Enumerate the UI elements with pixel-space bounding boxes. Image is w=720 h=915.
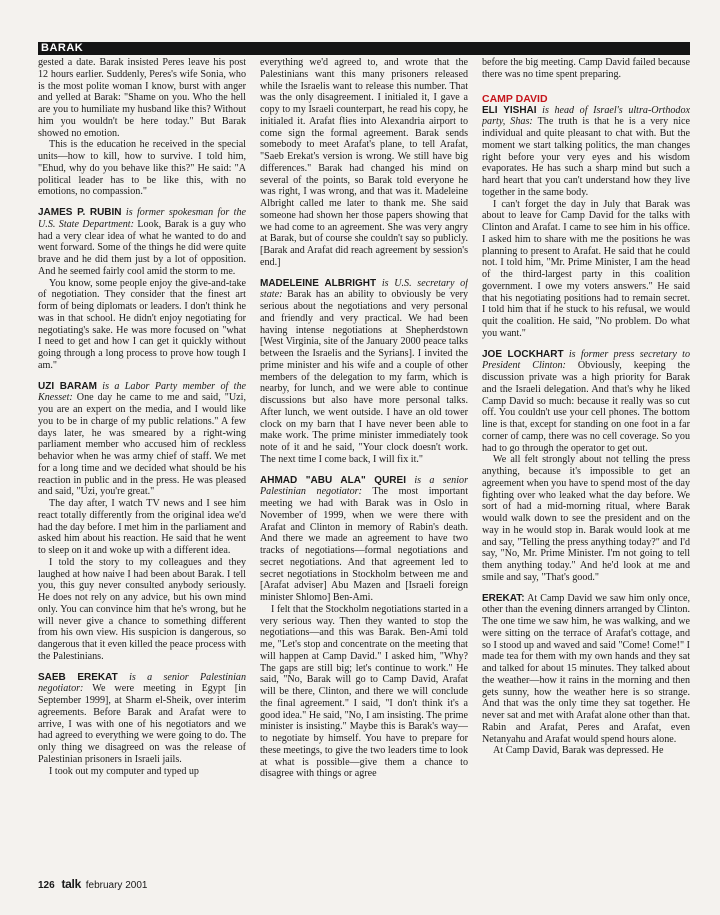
speaker-quote: Obviously, keeping the discussion private was a high priority for Barak and the Israeli delegation. And that's why he liked Camp David so much: because it really was so cut off. You couldn't use your cell phones. The bottom line is that, except for standing on one foot in a far corner of camp, there was no cell coverage. So you had to go through the operator to get out.: [482, 360, 690, 454]
speaker-name: MADELEINE ALBRIGHT: [260, 277, 377, 289]
paragraph: You know, some people enjoy the give-and-take of negotiation. They consider that the finest art form of being diplomats or leaders. I don't think he was in that school. He didn't enjoy negotiating for negotiating's sake. He was more focused on "what I need to get and how I can get it quickly without going through a long process to prove how tough I am.": [38, 277, 246, 371]
speaker-name: JOE LOCKHART: [482, 348, 564, 360]
speaker-bio: is a Labor Party member of the Knesset:: [38, 380, 246, 404]
paragraph: We all felt strongly about not telling the press anything, because it's impossible to get an agreement when you have to spend most of the day fighting over who leaked what the day before. We sort of had a mid-morning ritual, where Barak would walk down to see the president and on the way in he would stop in. Barak would look at me and say, "Telling the press anything today?" and I'd say, "No, Mr. Prime Minister. I'm not going to tell them anything today." And he'd look at me and smile and say, "That's good.": [482, 454, 690, 583]
speaker-quote: Barak has an ability to obviously be very serious about the negotiations and very personal and friendly and very practical. We had been having intense negotiations at Shepherdstown [West Virginia, site of the January 2000 peace talks between the Israelis and the Syrians]. I invited the prime minister and his wife and a couple of other members of the delegation to my farm, which is nearby, for lunch, and we were able to continue discussions but also have more personal talks. After lunch, we went outside. I have an old tower clock on my barn that I have never been able to make work. The prime minister immediately took note of it and he said, "Your clock doesn't work. The next time I come back, I will fix it.": [260, 289, 468, 465]
speaker-quote: At Camp David we saw him only once, other than the evening dinners arranged by Clinton. The one time we saw him, he was walking, and we were sitting on the terrace of Arafat's cottage, and so I stood up and waved and said "Come! Come!" I made tea for them with my own hands and they sat and talked for about 15 minutes. They talked about the weather—how it rains in the morning and then gets sunny, how the weather here is so strange. And that was the only time they sat together. He never sat and met with Arafat alone other than that. Rabin and Arafat, Peres and Arafat, even Netanyahu and Arafat would spend hours alone.: [482, 592, 690, 745]
paragraph: gested a date. Barak insisted Peres leave his post 12 hours earlier. Suddenly, Peres's wife Sonia, who is the most polite woman I know, burst with anger and yelled at Barak: "Shame on you. Who the hell are you to humiliate my husband like this? Without him you wouldn't be here today." But Barak showed no emotion.: [38, 57, 246, 139]
speaker-name: AHMAD "ABU ALA" QUREI: [260, 474, 406, 486]
speaker-name: JAMES P. RUBIN: [38, 207, 122, 218]
speaker-bio: is U.S. secretary of state:: [260, 277, 468, 301]
speaker-entry: [38, 672, 246, 766]
paragraph: I felt that the Stockholm negotiations started in a very serious way. Then they wanted to stop the negotiations—and this was Barak. Ben-Ami told me, "Let's stop and concentrate on the meeting that will happen at Camp David." I asked him, "Why? The gaps are still big; let's continue to work." He said, "No, Barak will go to Camp David, Arafat will be there, Clinton, and there we will conclude the final agreement." I said, "I don't think it's a good idea." He said, "No, I am insisting. The prime minister is insisting." Maybe this is Barak's way—to negotiate by himself. You have to prepare for these meetings, to give the two leaders time to look at what is possible—give them a chance to disagree with things or agree: [260, 603, 468, 780]
paragraph: The day after, I watch TV news and I see him react totally differently from the original idea we'd had the day before. I met him in the parliament and asked him about his reaction. He said that he went to sleep on it and woke up with a different idea.: [38, 498, 246, 556]
speaker-bio: is former spokesman for the U.S. State Department:: [38, 207, 246, 230]
speaker-bio: is former press secretary to President Clinton:: [482, 348, 690, 372]
article-column-1: [38, 57, 246, 862]
speaker-quote: We were meeting in Egypt [in September 1999], at Sharm el-Sheik, over interim agreements. Before Barak and Arafat were to arrive, I was with one of his negotiators and we had agreed to everything we were going to do. The only thing we disagreed on was the release of Palestinian prisoners in Israeli jails.: [38, 683, 246, 765]
paragraph: before the big meeting. Camp David failed because there was no time spent preparing.: [482, 57, 690, 80]
paragraph: I took out my computer and typed up: [49, 765, 199, 777]
speaker-name: UZI BARAM: [38, 380, 97, 392]
paragraph: everything we'd agreed to, and wrote that the Palestinians want this many prisoners released while the Israelis want to release this number. That was the only disagreement. I initialed it, I gave a copy to my Israeli counterpart, he read his copy, he initialed it. Arafat flies into Alexandria airport to come sign the formal agreement. Barak sends somebody to meet Arafat's plane, to tell Arafat, "Saeb Erekat's version is wrong. We still have big differences." Barak had changed his mind on several of the points, so Barak told everyone he was right, I was wrong, and that was it. Madeleine Albright called me later to thank me. She said someone had shown her those papers showing that we had come to an agreement. She was very angry at Barak, but of course she couldn't say so publicly. [Barak and Arafat did reach agreement by session's end.]: [260, 57, 468, 268]
section-header-label: BARAK: [41, 42, 84, 54]
speaker-entry: [38, 207, 246, 278]
speaker-entry: [260, 278, 468, 466]
speaker-entry: [482, 593, 690, 746]
speaker-quote: Look, Barak is a guy who had a very clear idea of what he wanted to do and went forward. Some of the things he did were quite brave and he did them just by a lot of opposition. And he seemed fairly cool amid the storm to me.: [38, 218, 246, 277]
speaker-quote: The truth is that he is a very nice individual and quite pleasant to chat with. But the moment we start talking politics, the man changes right before your very eyes and his wisdom evaporates. He has such a sharp mind but such a hard heart that you can't understand how they live together in the same body.: [482, 116, 690, 198]
speaker-quote: The most important meeting we had with Barak was in Oslo in November of 1999, when we were there with Arafat and Clinton in memory of Rabin's death. And there we made an agreement to have two tracks of negotiations—formal negotiations and secret negotiations. And that agreement led to secret negotiations in Stockholm between me and [Arafat adviser] Abu Mazen and [Israeli foreign minister Shlomo] Ben-Ami.: [260, 486, 468, 603]
section-header-bar: [38, 42, 690, 55]
speaker-bio: is head of Israel's ultra-Orthodox party, Shas:: [482, 104, 690, 128]
magazine-name: talk: [61, 877, 81, 891]
speaker-entry: [260, 475, 468, 604]
speaker-name: EREKAT:: [482, 592, 525, 604]
speaker-bio: is a senior Palestinian negotiator:: [260, 474, 468, 498]
speaker-entry: [482, 105, 690, 199]
speaker-name: SAEB EREKAT: [38, 671, 118, 683]
issue-date: february 2001: [85, 880, 148, 891]
page-footer: [38, 877, 147, 891]
speaker-entry: [38, 381, 246, 499]
paragraph: This is the education he received in the special units—how to kill, how to survive. I told him, "Ehud, why do you behave like this?" He said: "A political leader has to be like this, with no emotions, no compassion.": [38, 139, 246, 198]
paragraph: I told the story to my colleagues and they laughed at how naive I had been about Barak. I tell you, this guy never consulted anybody seriously. He does not rely on any advice, but his own mind only. You can convince him that he's wrong, but he will never give a chance to something different from his own view. His suspicion is dangerous, so dangerous that it even killed the peace process with the Palestinians.: [38, 556, 246, 662]
paragraph: I can't forget the day in July that Barak was about to leave for Camp David for the talks with Clinton and Arafat. I came to see him in his office. I asked him to share with me the positions he was planning to present to Arafat. He said that he could not. I told him, "Mr. Prime Minister, I am the head of the third-largest party in this coalition government. I owe my voters answers." He said that his negotiating positions had to remain secret. I told him that if he stuck to his refusal, we would quit the coalition. He said, "No problem. Do what you want.": [482, 198, 690, 339]
article-column-2: [260, 57, 468, 862]
page-number: 126: [38, 880, 55, 891]
speaker-quote: One day he came to me and said, "Uzi, you are an expert on the media, and I would like you to be in charge of my public relations." A few days later, he was smeared by a right-wing parliament member who accused him of reckless behavior when he was army chief of staff. We met for a long time and we decided what should be his reaction in public and in the press. He was pleased and said, "Uzi, you're great.": [38, 392, 246, 498]
section-heading: CAMP DAVID: [482, 92, 548, 105]
speaker-entry: [482, 349, 690, 455]
speaker-name: ELI YISHAI: [482, 104, 537, 116]
speaker-bio: is a senior Palestinian negotiator:: [38, 671, 246, 695]
paragraph: At Camp David, Barak was depressed. He: [493, 745, 664, 757]
article-column-3: [482, 57, 690, 862]
